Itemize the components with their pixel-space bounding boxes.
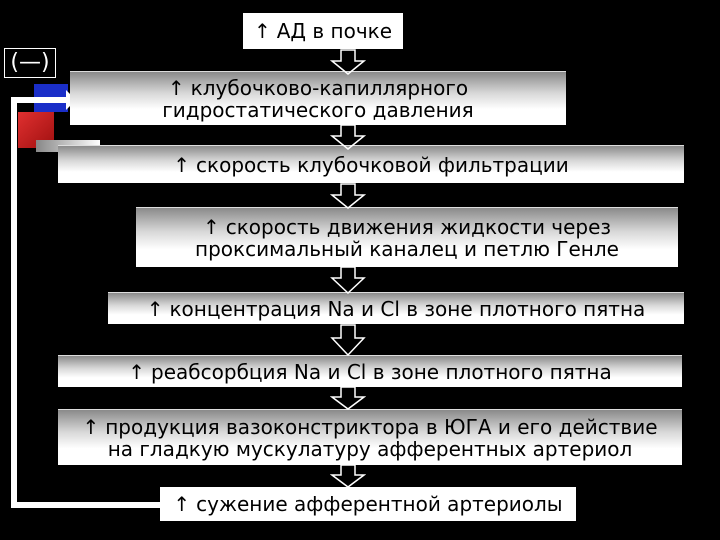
down-arrow-icon	[330, 49, 366, 75]
down-arrow-icon	[330, 386, 366, 410]
node-na-cl-concentration	[108, 292, 684, 324]
down-arrow-icon	[330, 266, 366, 294]
node-text: скорость клубочковой фильтрации	[196, 152, 569, 177]
negative-feedback-label: (—)	[4, 48, 56, 78]
node-arteriole-constriction	[160, 487, 576, 521]
up-arrow-icon: ↑	[146, 296, 164, 321]
node-text: гидростатического давления	[162, 97, 474, 122]
node-text: концентрация Na и Cl в зоне плотного пятна	[169, 296, 646, 321]
node-text: реабсорбция Na и Cl в зоне плотного пятна	[151, 359, 612, 384]
up-arrow-icon: ↑	[82, 414, 100, 439]
node-text: скорость движения жидкости через	[225, 214, 612, 239]
up-arrow-icon: ↑	[253, 19, 271, 43]
node-text: проксимальный каналец и петлю Генле	[195, 236, 619, 261]
up-arrow-icon: ↑	[167, 75, 185, 100]
node-na-cl-reabsorption	[58, 355, 682, 387]
up-arrow-icon: ↑	[173, 152, 191, 177]
up-arrow-icon: ↑	[202, 214, 220, 239]
node-text: продукция вазоконстриктора в ЮГА и его действие	[105, 414, 658, 439]
node-blood-pressure	[243, 13, 403, 49]
down-arrow-icon	[330, 464, 366, 488]
node-text: АД в почке	[276, 19, 393, 43]
node-text: на гладкую мускулатуру афферентных артериол	[107, 436, 633, 461]
up-arrow-icon: ↑	[128, 359, 146, 384]
down-arrow-icon	[330, 324, 366, 356]
down-arrow-icon	[330, 124, 366, 150]
node-vasoconstrictor-production	[58, 409, 682, 465]
node-fluid-flow-rate	[136, 207, 678, 267]
down-arrow-icon	[330, 183, 366, 209]
node-text: сужение афферентной артериолы	[196, 492, 563, 516]
up-arrow-icon: ↑	[173, 492, 191, 516]
node-hydrostatic-pressure	[70, 71, 566, 125]
node-filtration-rate	[58, 145, 684, 183]
node-text: клубочково-капиллярного	[190, 75, 469, 100]
